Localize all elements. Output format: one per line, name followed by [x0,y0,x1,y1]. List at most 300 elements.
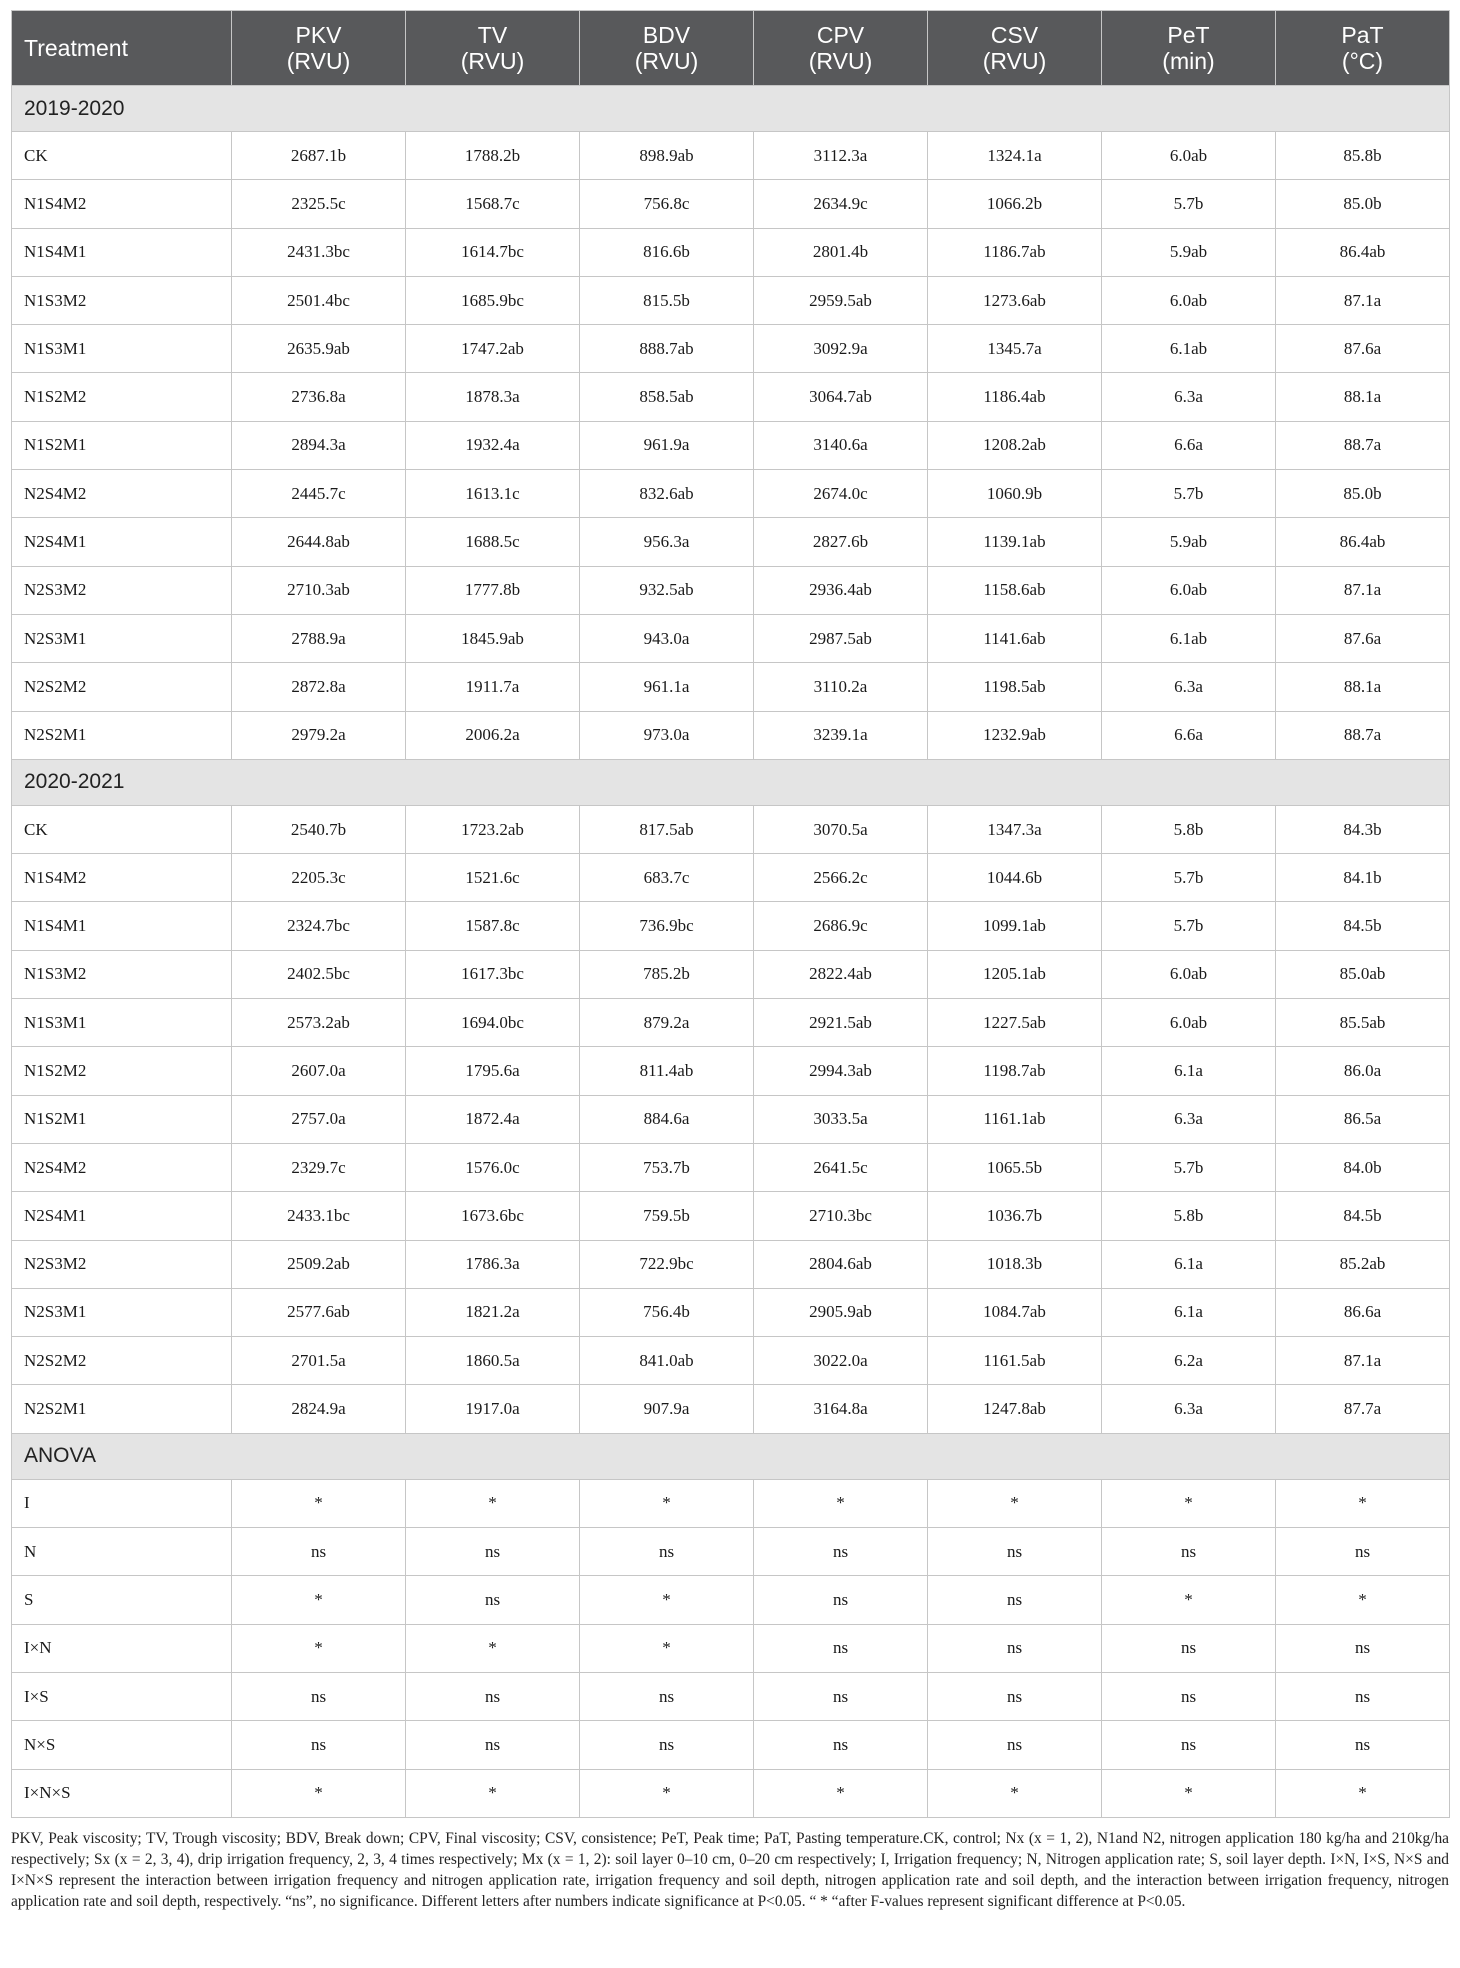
table-cell: 2994.3ab [754,1047,928,1095]
table-cell: 2674.0c [754,470,928,518]
header-unit: (RVU) [460,48,525,74]
table-cell: 736.9bc [580,902,754,950]
table-row [12,805,1450,853]
table-cell: * [754,1769,928,1817]
table-row [12,1288,1450,1336]
table-cell: 87.1a [1276,566,1450,614]
table-cell: 2324.7bc [232,902,406,950]
table-cell: 1158.6ab [928,566,1102,614]
table-row [12,1576,1450,1624]
row-label: N1S2M1 [12,421,232,469]
table-cell: 879.2a [580,999,754,1047]
header-treatment [12,11,232,86]
table-cell: 2006.2a [406,711,580,759]
table-cell: 85.8b [1276,132,1450,180]
table-cell: 84.5b [1276,902,1450,950]
table-cell: ns [232,1672,406,1720]
row-label: S [12,1576,232,1624]
row-label: N1S4M1 [12,902,232,950]
table-cell: 1139.1ab [928,518,1102,566]
table-cell: 2329.7c [232,1143,406,1191]
table-cell: * [232,1479,406,1527]
table-cell: 87.6a [1276,325,1450,373]
table-cell: ns [1102,1721,1276,1769]
table-cell: 1747.2ab [406,325,580,373]
table-cell: 2641.5c [754,1143,928,1191]
table-cell: 3110.2a [754,663,928,711]
table-cell: 5.8b [1102,805,1276,853]
table-cell: 756.8c [580,180,754,228]
table-cell: 2979.2a [232,711,406,759]
table-cell: 3033.5a [754,1095,928,1143]
row-label: N1S3M2 [12,950,232,998]
table-row [12,132,1450,180]
table-cell: 2687.1b [232,132,406,180]
row-label: I [12,1479,232,1527]
row-label: N1S4M2 [12,180,232,228]
table-cell: 785.2b [580,950,754,998]
row-label: N2S4M1 [12,518,232,566]
table-cell: 1617.3bc [406,950,580,998]
table-cell: ns [754,1672,928,1720]
table-cell: 1198.5ab [928,663,1102,711]
table-cell: 888.7ab [580,325,754,373]
table-cell: 2540.7b [232,805,406,853]
table-row [12,566,1450,614]
table-cell: 753.7b [580,1143,754,1191]
table-cell: 832.6ab [580,470,754,518]
table-cell: 86.6a [1276,1288,1450,1336]
row-label: CK [12,132,232,180]
table-cell: 84.3b [1276,805,1450,853]
table-cell: 961.9a [580,421,754,469]
table-cell: 5.7b [1102,854,1276,902]
table-cell: * [928,1479,1102,1527]
table-cell: 1347.3a [928,805,1102,853]
table-cell: 2509.2ab [232,1240,406,1288]
table-cell: 858.5ab [580,373,754,421]
table-cell: 2402.5bc [232,950,406,998]
table-row [12,950,1450,998]
table-cell: 2566.2c [754,854,928,902]
table-cell: 2501.4bc [232,276,406,324]
table-cell: 943.0a [580,614,754,662]
table-cell: 2827.6b [754,518,928,566]
table-cell: 961.1a [580,663,754,711]
header-label: TV [477,22,508,48]
table-cell: 85.0ab [1276,950,1450,998]
table-cell: 811.4ab [580,1047,754,1095]
table-cell: 85.2ab [1276,1240,1450,1288]
table-cell: 2872.8a [232,663,406,711]
table-cell: 1845.9ab [406,614,580,662]
table-cell: 3022.0a [754,1337,928,1385]
table-cell: 3070.5a [754,805,928,853]
table-cell: ns [1102,1672,1276,1720]
table-cell: * [580,1624,754,1672]
row-label: I×N×S [12,1769,232,1817]
table-row [12,276,1450,324]
table-cell: 88.7a [1276,421,1450,469]
header-label: CPV [816,22,865,48]
table-cell: ns [928,1576,1102,1624]
table-cell: ns [1276,1672,1450,1720]
table-cell: 1099.1ab [928,902,1102,950]
table-cell: 6.1ab [1102,614,1276,662]
table-cell: 85.5ab [1276,999,1450,1047]
table-row [12,614,1450,662]
table-cell: 2433.1bc [232,1192,406,1240]
table-cell: * [580,1576,754,1624]
table-cell: 5.7b [1102,1143,1276,1191]
table-cell: 6.6a [1102,711,1276,759]
table-row [12,1095,1450,1143]
table-cell: 884.6a [580,1095,754,1143]
table-cell: 6.0ab [1102,276,1276,324]
table-cell: ns [1102,1624,1276,1672]
row-label: N2S4M2 [12,1143,232,1191]
table-row [12,1240,1450,1288]
table-cell: * [232,1576,406,1624]
table-cell: * [1102,1576,1276,1624]
table-cell: 1786.3a [406,1240,580,1288]
header-unit: (min) [1162,48,1215,74]
table-cell: ns [232,1721,406,1769]
header-label: BDV [642,22,691,48]
table-cell: 84.1b [1276,854,1450,902]
header-label: PaT [1341,22,1384,48]
header-unit: (RVU) [808,48,873,74]
row-label: N2S2M1 [12,1385,232,1433]
table-cell: 87.1a [1276,276,1450,324]
table-cell: 2824.9a [232,1385,406,1433]
table-cell: * [406,1769,580,1817]
table-row [12,711,1450,759]
header-col-5 [928,11,1102,86]
table-row [12,1624,1450,1672]
row-label: N2S3M1 [12,1288,232,1336]
table-row [12,1385,1450,1433]
table-cell: 2445.7c [232,470,406,518]
table-cell: 5.9ab [1102,518,1276,566]
table-cell: 1613.1c [406,470,580,518]
table-row [12,1479,1450,1527]
table-cell: 87.1a [1276,1337,1450,1385]
header-unit: (°C) [1341,48,1384,74]
table-cell: 1932.4a [406,421,580,469]
table-cell: 756.4b [580,1288,754,1336]
table-cell: 2788.9a [232,614,406,662]
table-cell: 5.9ab [1102,228,1276,276]
table-cell: 1208.2ab [928,421,1102,469]
header-unit: (RVU) [634,48,699,74]
table-cell: 6.1a [1102,1047,1276,1095]
row-label: N2S2M2 [12,663,232,711]
table-cell: 86.4ab [1276,518,1450,566]
table-cell: 86.4ab [1276,228,1450,276]
table-cell: 6.2a [1102,1337,1276,1385]
table-cell: 1186.4ab [928,373,1102,421]
table-row [12,1337,1450,1385]
row-label: N1S2M2 [12,373,232,421]
table-cell: ns [754,1576,928,1624]
table-row [12,180,1450,228]
table-cell: 722.9bc [580,1240,754,1288]
table-row [12,1721,1450,1769]
table-cell: 973.0a [580,711,754,759]
table-header-row [12,11,1450,86]
table-cell: 1141.6ab [928,614,1102,662]
table-cell: ns [406,1528,580,1576]
table-cell: * [580,1479,754,1527]
table-cell: 2635.9ab [232,325,406,373]
table-cell: 1227.5ab [928,999,1102,1047]
table-cell: ns [580,1672,754,1720]
table-row [12,373,1450,421]
table-cell: 1345.7a [928,325,1102,373]
table-body [12,86,1450,1818]
section-header-row [12,759,1450,805]
table-cell: 1911.7a [406,663,580,711]
data-table [11,10,1450,1818]
table-cell: 86.0a [1276,1047,1450,1095]
table-cell: 1821.2a [406,1288,580,1336]
table-cell: 2801.4b [754,228,928,276]
table-cell: 1198.7ab [928,1047,1102,1095]
table-cell: 1723.2ab [406,805,580,853]
table-cell: 85.0b [1276,470,1450,518]
table-cell: 1587.8c [406,902,580,950]
table-cell: 1568.7c [406,180,580,228]
table-cell: 1777.8b [406,566,580,614]
table-cell: 2431.3bc [232,228,406,276]
table-cell: 2701.5a [232,1337,406,1385]
table-cell: 1795.6a [406,1047,580,1095]
table-cell: * [1102,1479,1276,1527]
table-cell: 2686.9c [754,902,928,950]
table-cell: 87.6a [1276,614,1450,662]
table-cell: ns [580,1528,754,1576]
table-cell: 759.5b [580,1192,754,1240]
table-row [12,421,1450,469]
table-cell: 6.0ab [1102,999,1276,1047]
table-cell: 2710.3bc [754,1192,928,1240]
table-cell: ns [406,1721,580,1769]
table-cell: 2905.9ab [754,1288,928,1336]
table-cell: ns [1102,1528,1276,1576]
table-cell: ns [580,1721,754,1769]
table-cell: 841.0ab [580,1337,754,1385]
table-row [12,325,1450,373]
table-row [12,1528,1450,1576]
table-cell: * [1102,1769,1276,1817]
table-cell: 1205.1ab [928,950,1102,998]
table-cell: 86.5a [1276,1095,1450,1143]
table-cell: 1044.6b [928,854,1102,902]
table-cell: 2921.5ab [754,999,928,1047]
table-row [12,1192,1450,1240]
table-cell: ns [928,1721,1102,1769]
table-cell: * [406,1479,580,1527]
table-row [12,902,1450,950]
table-cell: 5.7b [1102,470,1276,518]
table-cell: 2325.5c [232,180,406,228]
table-cell: 898.9ab [580,132,754,180]
table-footnote: PKV, Peak viscosity; TV, Trough viscosity; BDV, Break down; CPV, Final viscosity; CSV, consistence; PeT, Peak time; PaT, Pasting temperature.CK, control; Nx (x = 1, 2), N1and N2, nitrogen application 180 kg/ha and 210kg/ha respectively; Sx (x = 2, 3, 4), drip irrigation frequency, 2, 3, 4 times respectively; Mx (x = 1, 2): soil layer 0–10 cm, 0–20 cm respectively; I, Irrigation frequency; N, Nitrogen application rate; S, soil layer depth. I×N, I×S, N×S and I×N×S represent the interaction between irrigation frequency and nitrogen application rate, irrigation frequency and soil depth, nitrogen application rate and soil depth, and the interaction between irrigation frequency, nitrogen application rate and soil depth, respectively. “ns”, no significance. Different letters after numbers indicate significance at P<0.05. “ * “after F-values represent significant difference at P<0.05. [11,1829,1449,1910]
table-cell: ns [232,1528,406,1576]
table-cell: 1917.0a [406,1385,580,1433]
table-cell: 3239.1a [754,711,928,759]
table-cell: 1273.6ab [928,276,1102,324]
table-cell: 1161.5ab [928,1337,1102,1385]
table-cell: 2959.5ab [754,276,928,324]
table-cell: 84.0b [1276,1143,1450,1191]
table-cell: ns [1276,1624,1450,1672]
table-cell: 1685.9bc [406,276,580,324]
table-cell: 2822.4ab [754,950,928,998]
table-cell: ns [1276,1528,1450,1576]
header-col-2 [406,11,580,86]
row-label: I×N [12,1624,232,1672]
table-cell: 88.1a [1276,373,1450,421]
table-cell: 2804.6ab [754,1240,928,1288]
table-cell: ns [406,1576,580,1624]
table-row [12,854,1450,902]
table-cell: 817.5ab [580,805,754,853]
table-cell: 2577.6ab [232,1288,406,1336]
table-cell: 683.7c [580,854,754,902]
table-cell: 88.7a [1276,711,1450,759]
table-row [12,1769,1450,1817]
row-label: N2S4M2 [12,470,232,518]
row-label: CK [12,805,232,853]
header-label: PeT [1167,22,1210,48]
header-col-6 [1102,11,1276,86]
table-cell: 1872.4a [406,1095,580,1143]
table-cell: 3064.7ab [754,373,928,421]
section-title: ANOVA [12,1433,1450,1479]
table-cell: 6.3a [1102,663,1276,711]
table-cell: 5.7b [1102,180,1276,228]
table-cell: 1247.8ab [928,1385,1102,1433]
table-cell: 1065.5b [928,1143,1102,1191]
table-cell: * [1276,1576,1450,1624]
table-cell: 6.0ab [1102,950,1276,998]
table-row [12,1672,1450,1720]
table-cell: 6.1ab [1102,325,1276,373]
row-label: N1S2M2 [12,1047,232,1095]
table-cell: ns [928,1672,1102,1720]
table-cell: 1066.2b [928,180,1102,228]
table-cell: 1673.6bc [406,1192,580,1240]
row-label: N2S2M2 [12,1337,232,1385]
table-cell: 1018.3b [928,1240,1102,1288]
table-cell: 6.3a [1102,1385,1276,1433]
table-cell: 2573.2ab [232,999,406,1047]
table-cell: * [928,1769,1102,1817]
header-col-4 [754,11,928,86]
section-header-row [12,86,1450,132]
section-title: 2020-2021 [12,759,1450,805]
table-cell: 1688.5c [406,518,580,566]
table-cell: 2987.5ab [754,614,928,662]
header-label: PKV [295,22,342,48]
table-cell: * [1276,1479,1450,1527]
table-cell: 1521.6c [406,854,580,902]
header-unit: (RVU) [286,48,351,74]
table-cell: 1576.0c [406,1143,580,1191]
section-header-row [12,1433,1450,1479]
row-label: N1S2M1 [12,1095,232,1143]
table-cell: * [406,1624,580,1672]
table-cell: 5.7b [1102,902,1276,950]
table-cell: 1186.7ab [928,228,1102,276]
table-row [12,1143,1450,1191]
table-cell: * [754,1479,928,1527]
table-cell: 1324.1a [928,132,1102,180]
table-cell: * [232,1624,406,1672]
row-label: N [12,1528,232,1576]
table-cell: 3112.3a [754,132,928,180]
table-row [12,228,1450,276]
row-label: N1S4M1 [12,228,232,276]
table-cell: 6.6a [1102,421,1276,469]
table-cell: 3164.8a [754,1385,928,1433]
table-cell: 1036.7b [928,1192,1102,1240]
table-cell: 2205.3c [232,854,406,902]
table-cell: 84.5b [1276,1192,1450,1240]
table-cell: 815.5b [580,276,754,324]
table-cell: 6.3a [1102,1095,1276,1143]
table-cell: 6.0ab [1102,132,1276,180]
table-row [12,1047,1450,1095]
table-cell: 1084.7ab [928,1288,1102,1336]
table-cell: ns [754,1528,928,1576]
table-cell: 2757.0a [232,1095,406,1143]
header-col-7 [1276,11,1450,86]
table-cell: ns [1276,1721,1450,1769]
row-label: N1S3M1 [12,325,232,373]
header-label: CSV [990,22,1039,48]
table-cell: ns [406,1672,580,1720]
table-cell: 816.6b [580,228,754,276]
table-cell: 85.0b [1276,180,1450,228]
table-row [12,518,1450,566]
table-cell: 1788.2b [406,132,580,180]
row-label: N1S4M2 [12,854,232,902]
table-cell: 2710.3ab [232,566,406,614]
table-cell: 2736.8a [232,373,406,421]
table-row [12,663,1450,711]
table-cell: 87.7a [1276,1385,1450,1433]
table-cell: 1161.1ab [928,1095,1102,1143]
table-cell: 907.9a [580,1385,754,1433]
row-label: N1S3M2 [12,276,232,324]
table-cell: 6.0ab [1102,566,1276,614]
header-unit: (RVU) [982,48,1047,74]
table-cell: ns [754,1624,928,1672]
header-label: Treatment [24,35,128,61]
table-cell: * [1276,1769,1450,1817]
table-cell: 1614.7bc [406,228,580,276]
table-cell: 932.5ab [580,566,754,614]
table-cell: 1860.5a [406,1337,580,1385]
table-cell: 88.1a [1276,663,1450,711]
table-row [12,999,1450,1047]
table-cell: * [580,1769,754,1817]
table-cell: 6.1a [1102,1240,1276,1288]
table-cell: 1694.0bc [406,999,580,1047]
